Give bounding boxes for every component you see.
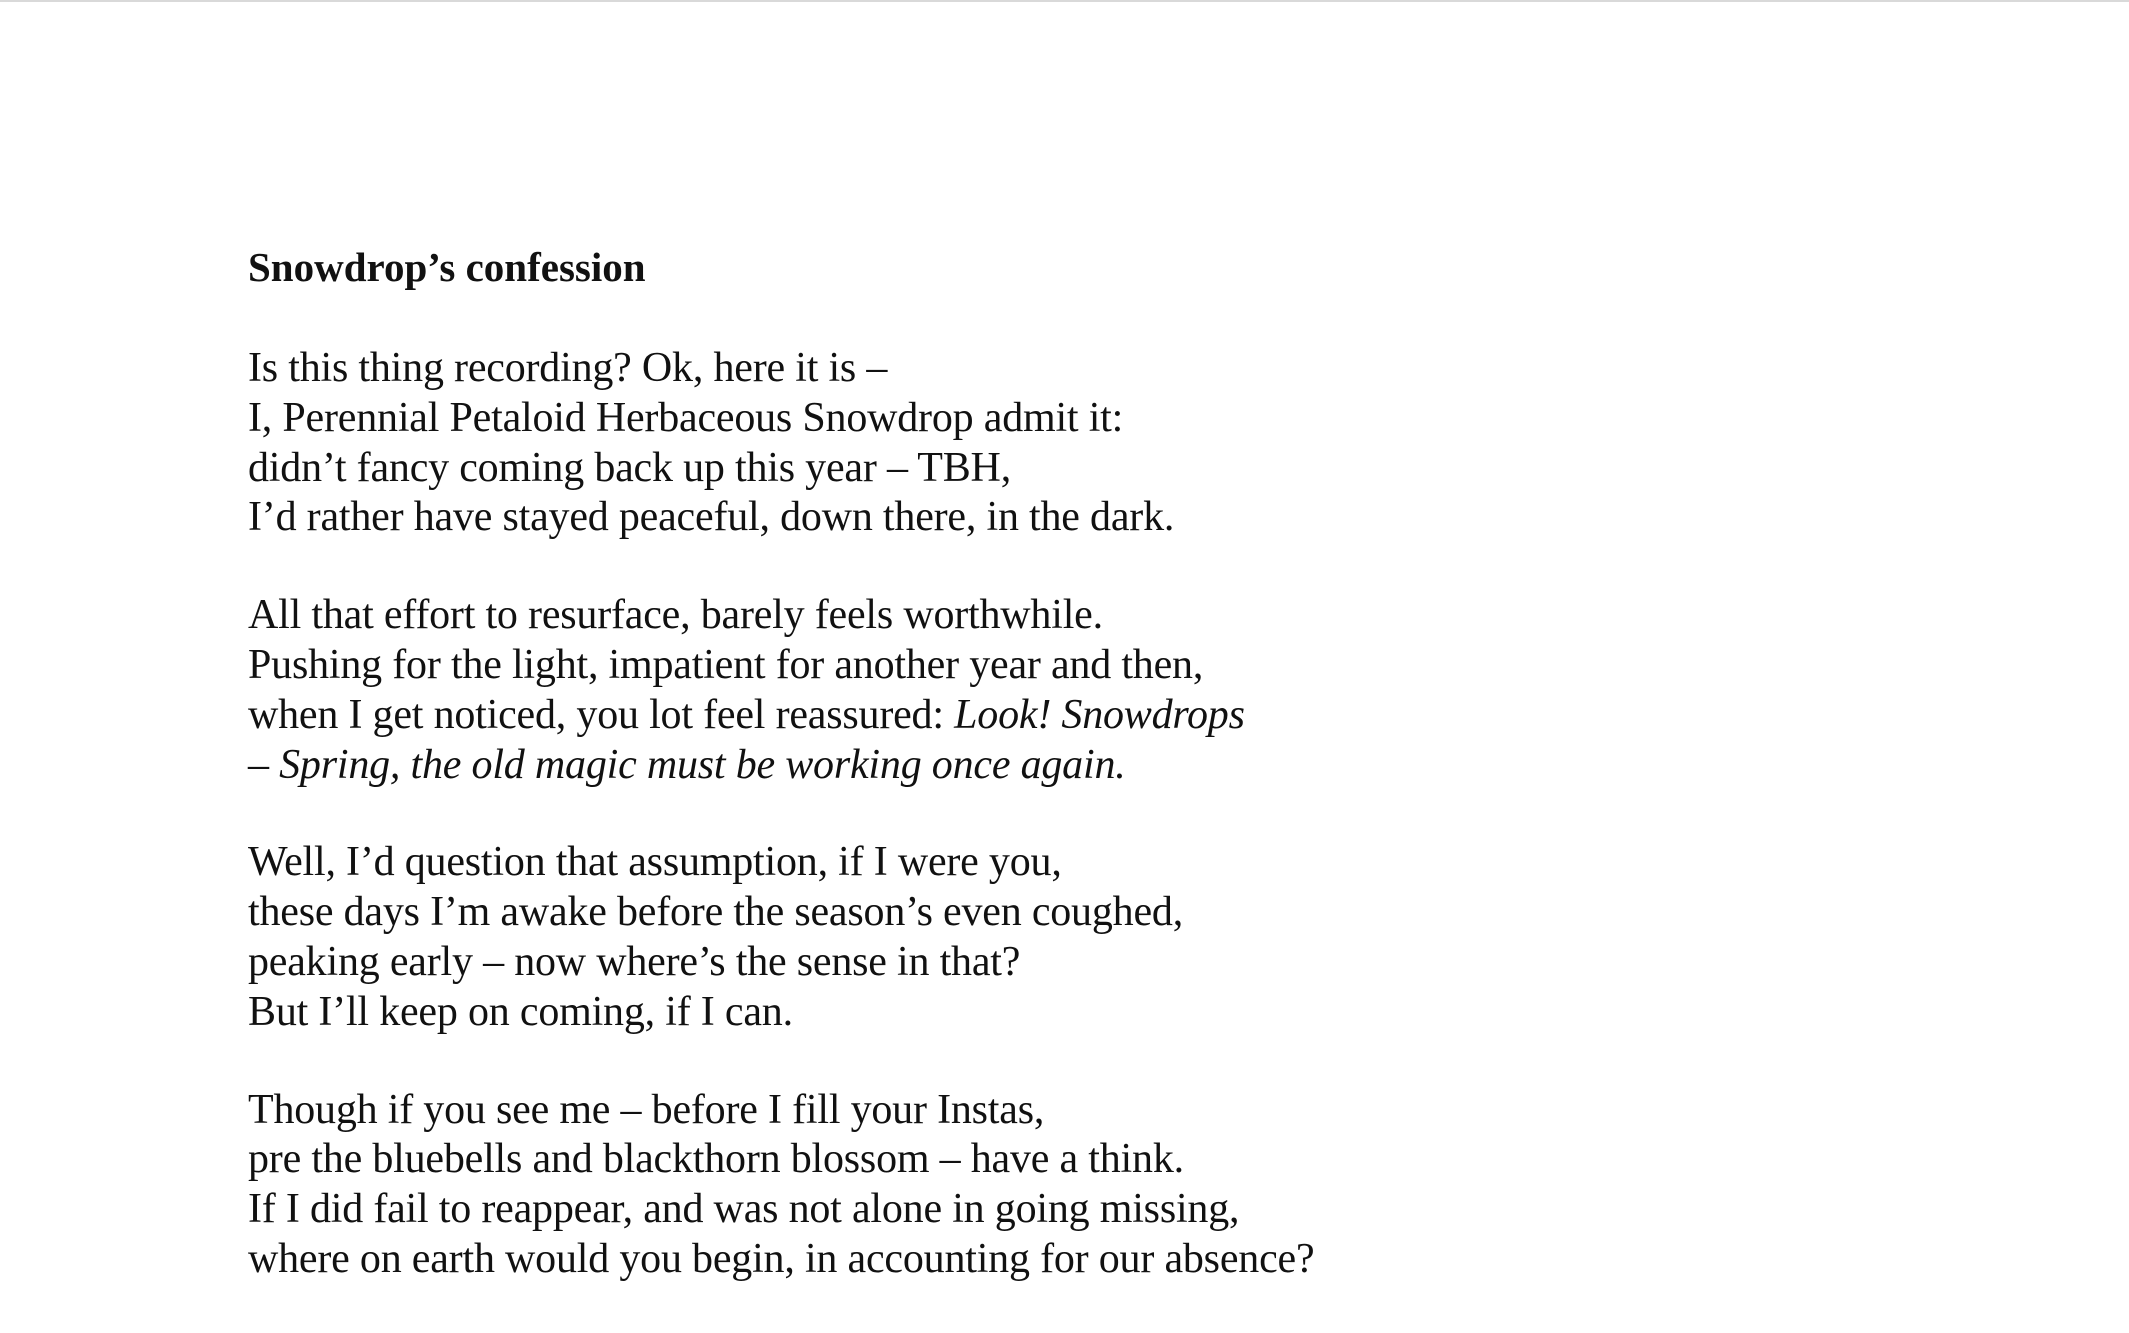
poem-line: didn’t fancy coming back up this year – TBH, <box>248 444 1011 491</box>
stanza-1 <box>248 344 1448 543</box>
poem-line: Pushing for the light, impatient for another year and then, <box>248 641 1204 688</box>
stanza-2 <box>248 591 1448 790</box>
poem-line: I, Perennial Petaloid Herbaceous Snowdrop admit it: <box>248 394 1124 441</box>
poem <box>248 238 1448 1333</box>
stanza-3 <box>248 838 1448 1037</box>
poem-line-italic-text: Look! Snowdrops <box>954 691 1245 738</box>
poem-line: Though if you see me – before I fill your Instas, <box>248 1086 1045 1133</box>
poem-line: Well, I’d question that assumption, if I were you, <box>248 839 1062 886</box>
poem-line-italic-text: Spring, the old magic must be working once again. <box>279 741 1126 788</box>
poem-line: peaking early – now where’s the sense in that? <box>248 938 1021 985</box>
poem-line: If I did fail to reappear, and was not alone in going missing, <box>248 1186 1240 1233</box>
poem-line-dash: – <box>248 741 280 788</box>
document-page <box>0 2 2129 1327</box>
poem-line-text: when I get noticed, you lot feel reassured: <box>248 691 955 738</box>
poem-line: I’d rather have stayed peaceful, down there, in the dark. <box>248 494 1175 541</box>
poem-line: pre the bluebells and blackthorn blossom – have a think. <box>248 1136 1184 1183</box>
poem-line: where on earth would you begin, in accounting for our absence? <box>248 1235 1315 1282</box>
poem-title: Snowdrop’s confession <box>248 244 646 290</box>
poem-line: these days I’m awake before the season’s even coughed, <box>248 889 1183 936</box>
poem-line: But I’ll keep on coming, if I can. <box>248 988 793 1035</box>
poem-line <box>248 741 1448 791</box>
poem-line: All that effort to resurface, barely feels worthwhile. <box>248 592 1103 639</box>
stanza-4 <box>248 1086 1448 1285</box>
poem-line <box>248 691 1448 741</box>
poem-line: Is this thing recording? Ok, here it is – <box>248 345 888 391</box>
